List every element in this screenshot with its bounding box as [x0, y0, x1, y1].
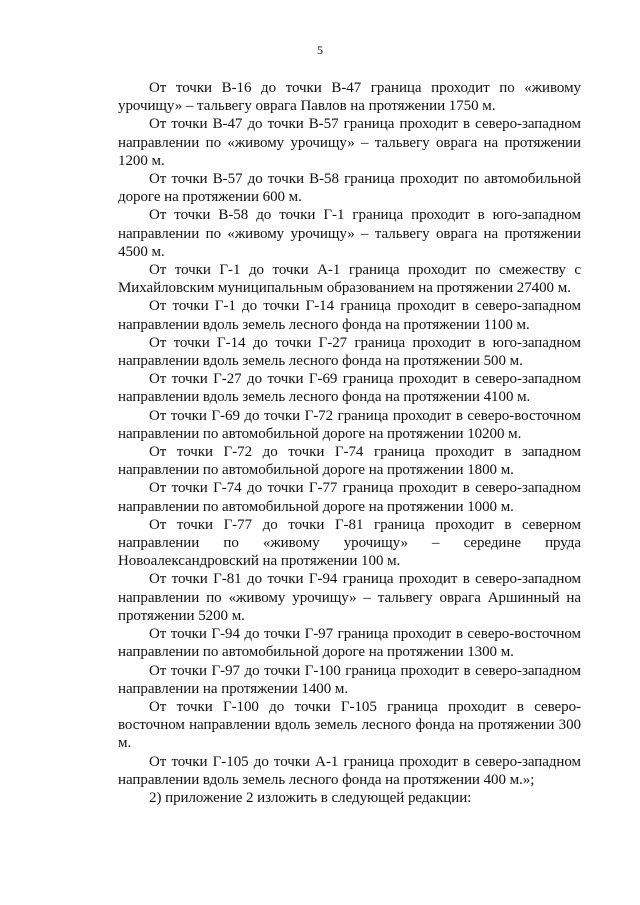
paragraph: От точки В-16 до точки В-47 граница проходит по «живому урочищу» – тальвегу оврага Павлов на протяжении 1750 м.	[118, 80, 581, 115]
paragraph: От точки Г-105 до точки А-1 граница проходит в северо-западном направлении вдоль земель лесного фонда на протяжении 400 м.»;	[118, 753, 581, 788]
paragraph: От точки Г-1 до точки Г-14 граница проходит в северо-западном направлении вдоль земель лесного фонда на протяжении 1100 м.	[118, 298, 581, 333]
paragraph-amendment-item: 2) приложение 2 изложить в следующей редакции:	[149, 789, 472, 806]
paragraph: От точки Г-97 до точки Г-100 граница проходит в северо-западном направлении на протяжении 1400 м.	[118, 662, 581, 697]
paragraph: От точки Г-72 до точки Г-74 граница проходит в западном направлении по автомобильной дороге на протяжении 1800 м.	[118, 444, 581, 479]
body-text	[118, 79, 581, 807]
paragraph: От точки Г-1 до точки А-1 граница проходит по смежеству с Михайловским муниципальным образованием на протяжении 27400 м.	[118, 262, 581, 297]
page-number: 5	[317, 43, 323, 57]
paragraph: От точки Г-94 до точки Г-97 граница проходит в северо-восточном направлении по автомобильной дороге на протяжении 1300 м.	[118, 626, 581, 661]
paragraph: От точки В-47 до точки В-57 граница проходит в северо-западном направлении по «живому урочищу» – тальвегу оврага на протяжении 1200 м.	[118, 116, 581, 169]
paragraph: От точки Г-14 до точки Г-27 граница проходит в юго-западном направлении вдоль земель лесного фонда на протяжении 500 м.	[118, 334, 581, 370]
paragraph: От точки Г-27 до точки Г-69 граница проходит в северо-западном направлении вдоль земель лесного фонда на протяжении 4100 м.	[118, 371, 581, 406]
paragraph: От точки Г-100 до точки Г-105 граница проходит в северо-восточном направлении вдоль земель лесного фонда на протяжении 300 м.	[118, 698, 581, 752]
paragraph: От точки Г-81 до точки Г-94 граница проходит в северо-западном направлении по «живому урочищу» – тальвегу оврага Аршинный на протяжении 5200 м.	[118, 571, 581, 624]
paragraph: От точки В-58 до точки Г-1 граница проходит в юго-западном направлении по «живому урочищу» – тальвегу оврага на протяжении 4500 м.	[118, 207, 581, 260]
paragraph: От точки В-57 до точки В-58 граница проходит по автомобильной дороге на протяжении 600 м.	[118, 171, 581, 206]
paragraph: От точки Г-69 до точки Г-72 граница проходит в северо-восточном направлении по автомобильной дороге на протяжении 10200 м.	[118, 407, 581, 442]
paragraph: От точки Г-77 до точки Г-81 граница проходит в северном направлении по «живому урочищу» – середине пруда Новоалександровский на протяжении 100 м.	[118, 516, 581, 570]
paragraph: От точки Г-74 до точки Г-77 граница проходит в северо-западном направлении по автомобильной дороге на протяжении 1000 м.	[118, 480, 581, 515]
